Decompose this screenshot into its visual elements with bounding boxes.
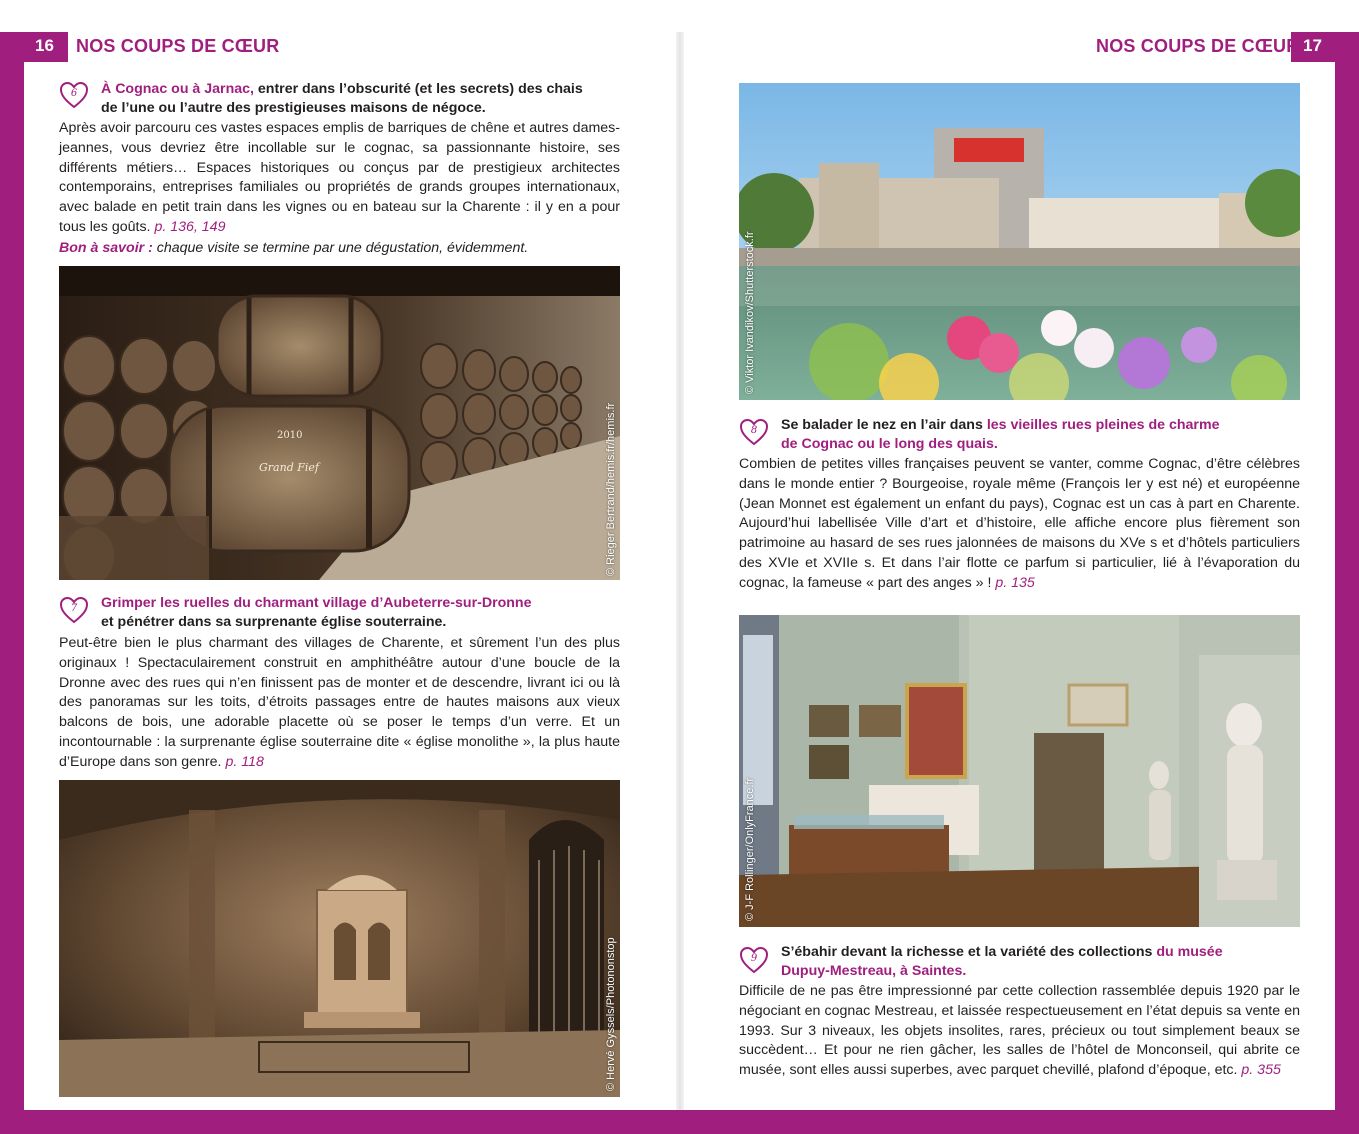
- page-number-left: 16: [35, 36, 54, 55]
- book-gutter: [676, 32, 684, 1110]
- title-highlight-line-2: de Cognac ou le long des quais.: [781, 436, 998, 452]
- title-highlight: les vieilles rues pleines de charme: [986, 417, 1220, 433]
- photo-credit: © Viktor Ivandikov/Shutterstock.fr: [744, 231, 756, 394]
- underground-church-photo: [59, 780, 620, 1097]
- tip-line: [59, 238, 620, 258]
- bottom-border: [0, 1110, 1359, 1134]
- title-text-line-2: et pénétrer dans sa surprenante église souterraine.: [101, 614, 447, 630]
- photo-credit: © Hervé Gyssels/Photononstop: [605, 937, 617, 1091]
- photo-credit: © J-F Rollinger/OnlyFrance.fr: [744, 777, 756, 921]
- page-reference: p. 136, 149: [154, 218, 226, 235]
- page-number-tab-right: [1291, 32, 1359, 62]
- heart-icon: [739, 417, 769, 447]
- item-title: [101, 80, 621, 118]
- item-title: [781, 416, 1301, 454]
- tip-label: Bon à savoir :: [59, 240, 153, 256]
- item-title: [781, 943, 1301, 981]
- body-text: Après avoir parcouru ces vastes espaces emplis de barriques de chêne et autres dames-jeannes, vous devriez être incollable sur le cognac, sa passionnante histoire, ses différents métiers… Espaces historiques ou conçus par de prestigieux architectes contemporains, entreprises familiales ou propriétés de grands groupes internationaux, avec balade en petit train dans les vignes ou en bateau sur la Charente : il y en a pour tous les goûts.: [59, 120, 620, 235]
- title-text-line-2: de l’une ou l’autre des prestigieuses maisons de négoce.: [101, 100, 486, 116]
- item-body: [59, 119, 620, 238]
- item-body: [739, 982, 1300, 1081]
- barrel-marking-name: Grand Fief: [259, 461, 319, 474]
- title-highlight: du musée: [1156, 944, 1223, 960]
- item-body: [739, 455, 1300, 594]
- museum-salon-photo: [739, 615, 1300, 927]
- page-reference: p. 118: [225, 753, 264, 770]
- barrel-marking-year: 2010: [277, 430, 303, 441]
- title-highlight: Grimper les ruelles du charmant village d’Aubeterre-sur-Dronne: [101, 595, 532, 611]
- item-number: 9: [750, 953, 758, 964]
- heart-icon: [739, 945, 769, 975]
- body-text: Combien de petites villes françaises peuvent se vanter, comme Cognac, d’être célèbres dans le monde entier ? Bourgeoise, royale même (François Ier y est né) et européenne (Jean Monnet est également un enfant du pays), Cognac est un cas à part en Charente. Aujourd’hui labellisée Ville d’art et d’histoire, elle affiche encore plus fièrement son patrimoine au hasard de ses rues jalonnées de maisons du XVe s et d’hôtels particuliers des XVIe et XVIIe s. Et dans l’air flotte ce parfum si particulier, lié à l’évaporation du cognac, la fameuse « part des anges » !: [739, 456, 1300, 591]
- item-body: [59, 634, 620, 773]
- title-text: S’ébahir devant la richesse et la variété des collections: [781, 944, 1157, 960]
- title-text: Se balader le nez en l’air dans: [781, 417, 987, 433]
- title-highlight-line-2: Dupuy-Mestreau, à Saintes.: [781, 963, 967, 979]
- page-number-right: 17: [1303, 36, 1322, 55]
- cognac-quays-photo: [739, 83, 1300, 400]
- tip-text: chaque visite se termine par une dégustation, évidemment.: [152, 240, 529, 256]
- page-reference: p. 135: [995, 574, 1035, 591]
- item-title: [101, 594, 621, 632]
- right-page-border: [1335, 32, 1359, 1134]
- title-text: entrer dans l’obscurité (et les secrets) des chais: [253, 81, 583, 97]
- body-text: Difficile de ne pas être impressionné par cette collection rassemblée depuis 1920 par le négociant en cognac Mestreau, et laissée respectueusement en l’état depuis sa vente en 1993. Sur 3 niveaux, les objets insolites, rares, précieux ou tout simplement beaux se succèdent… Et pour ne rien gâcher, les salles de l’hôtel de Monconseil, qui abrite ce musée, sont elles aussi superbes, avec parquet chevillé, plafond d’époque, etc.: [739, 983, 1300, 1079]
- body-text: Peut-être bien le plus charmant des villages de Charente, et sûrement l’un des plus originaux ! Spectaculairement construit en amphithéâtre autour d’une boucle de la Dronne avec des rues qui n’en finissent pas de monter et de descendre, livrant ici ou là des panoramas sur les toits, d’étroits passages entre de hautes maisons aux vieux balcons de bois, une adorable placette où se poser le temps d’un verre. Et un incontournable : la surprenante église souterraine dite « église monolithe », la plus haute d’Europe dans son genre.: [59, 635, 620, 770]
- item-number: 6: [70, 88, 78, 99]
- item-number: 7: [70, 603, 78, 614]
- section-title-left: NOS COUPS DE CŒUR: [76, 36, 280, 56]
- heart-icon: [59, 80, 89, 110]
- photo-credit: © Rieger Bertrand/hemis.fr/hemis.fr: [605, 402, 617, 576]
- page-reference: p. 355: [1241, 1062, 1281, 1079]
- section-title-right: NOS COUPS DE CŒUR: [1096, 36, 1300, 56]
- heart-icon: [59, 595, 89, 625]
- item-number: 8: [750, 425, 758, 436]
- cellar-barrels-photo: [59, 266, 620, 580]
- page-number-tab-left: [0, 32, 68, 62]
- title-highlight: À Cognac ou à Jarnac,: [101, 81, 254, 97]
- left-page-border: [0, 32, 24, 1134]
